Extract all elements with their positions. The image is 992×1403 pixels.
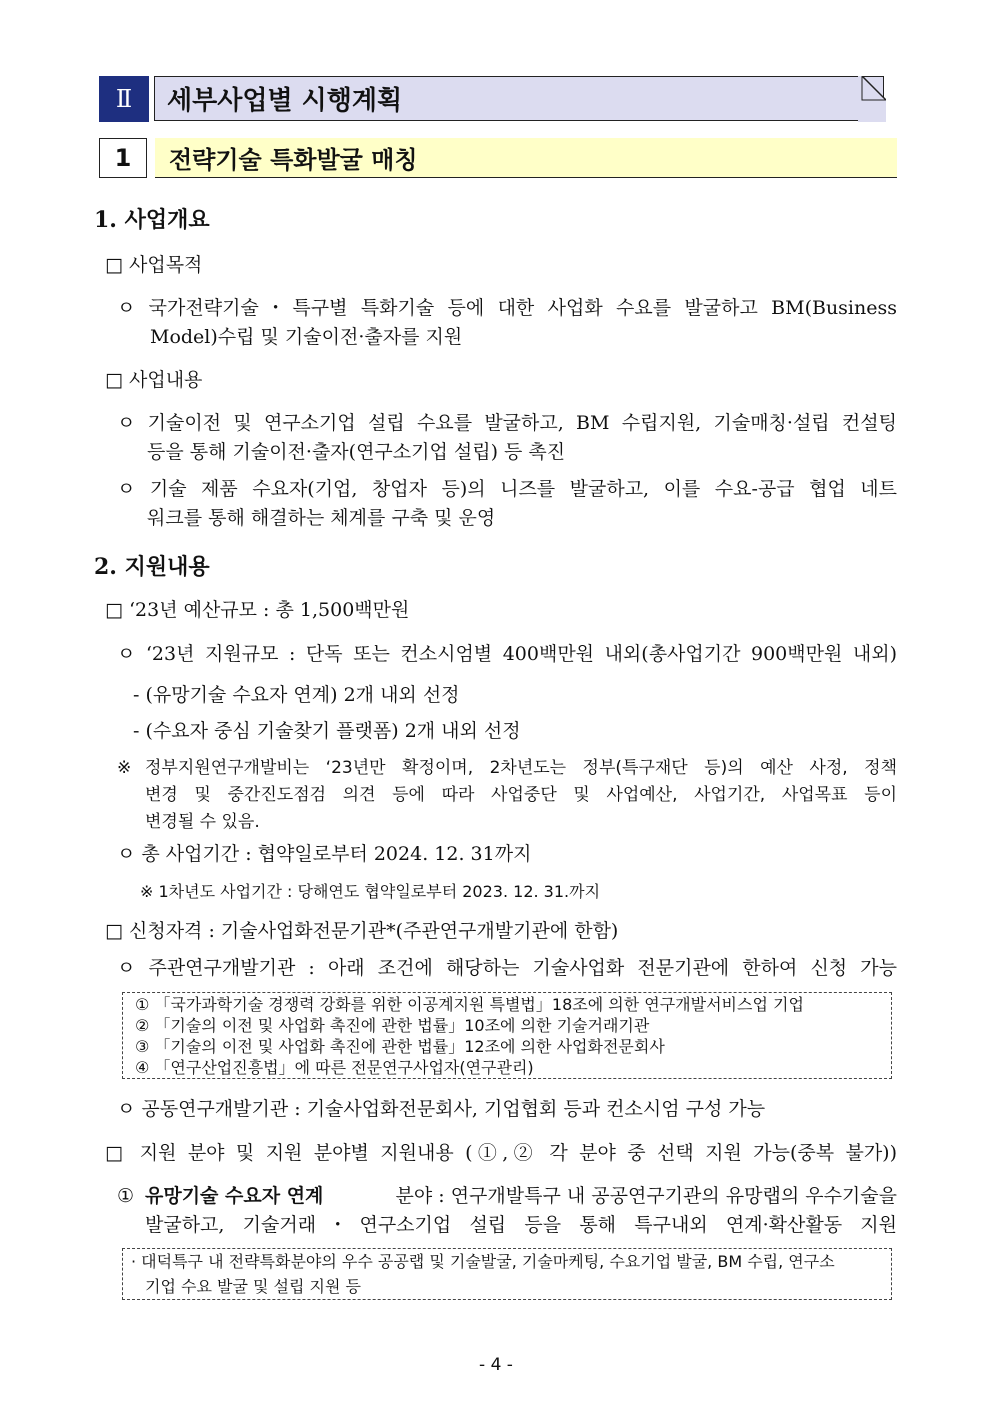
condition-item-3: ③ 「기술의 이전 및 사업화 촉진에 관한 법률」12조에 의한 사업화전문회사 [135,1037,665,1056]
field1-line1 [145,1182,897,1211]
field1-detail-box [122,1248,892,1300]
note-line1: 정부지원연구개발비는 ‘23년만 확정이며, 2차년도는 정부(특구재단 등)의 예산 사정, 정책 [145,758,897,778]
field1-number: ① [117,1185,135,1207]
budget-text: □ ‘23년 예산규모 : 총 1,500백만원 [105,599,410,621]
purpose-label: □ 사업목적 [105,254,203,276]
joint-institution-text: ㅇ 공동연구개발기관 : 기술사업화전문회사, 기업협회 등과 컨소시엄 구성 가능 [117,1098,766,1120]
overview-heading: 1. 사업개요 [94,207,210,233]
main-institution-text: ㅇ 주관연구개발기관 : 아래 조건에 해당하는 기술사업화 전문기관에 한하여 신청 가능 [117,957,897,979]
content-item1-line2: 등을 통해 기술이전·출자(연구소기업 설립) 등 촉진 [147,441,566,463]
condition-item-4: ④ 「연구산업진흥법」에 따른 전문연구사업자(연구관리) [135,1058,534,1077]
eligibility-text: □ 신청자격 : 기술사업화전문기관*(주관연구개발기관에 한함) [105,920,619,942]
purpose-text-line1: ㅇ 국가전략기술・특구별 특화기술 등에 대한 사업화 수요를 발굴하고 BM(Business [117,297,897,319]
period-note: ※ 1차년도 사업기간 : 당해연도 협약일로부터 2023. 12. 31.까지 [140,882,601,901]
note-mark: ※ [117,758,132,778]
content-item1-line1: ㅇ 기술이전 및 연구소기업 설립 수요를 발굴하고, BM 수립지원, 기술매칭·설립 컨설팅 [117,412,897,434]
folded-corner-icon [858,76,886,122]
subsection-number: 1 [99,138,147,178]
note-line2: 변경 및 중간진도점검 의견 등에 따라 사업중단 및 사업예산, 사업기간, 사업목표 등이 [145,785,897,805]
conditions-box [122,992,892,1079]
field1-title: 유망기술 수요자 연계 [145,1185,324,1207]
scale-dash-1: - (유망기술 수요자 연계) 2개 내외 선정 [133,684,460,706]
section-title: 세부사업별 시행계획 [154,76,884,121]
content-item2-line2: 워크를 통해 해결하는 체계를 구축 및 운영 [147,507,496,529]
section-numeral: Ⅱ [99,76,149,122]
support-heading: 2. 지원내용 [94,554,210,580]
content-label: □ 사업내용 [105,369,203,391]
scale-dash-2: - (수요자 중심 기술찾기 플랫폼) 2개 내외 선정 [133,720,521,742]
scale-text: ㅇ ‘23년 지원규모 : 단독 또는 컨소시엄별 400백만원 내외(총사업기간 900백만원 내외) [117,643,897,665]
condition-item-2: ② 「기술의 이전 및 사업화 촉진에 관한 법률」10조에 의한 기술거래기관 [135,1016,650,1035]
field1-desc-1: 분야 : 연구개발특구 내 공공연구기관의 유망랩의 우수기술을 [395,1185,897,1207]
content-item2-line1: ㅇ 기술 제품 수요자(기업, 창업자 등)의 니즈를 발굴하고, 이를 수요-공급 협업 네트 [117,478,897,500]
purpose-text-line2: Model)수립 및 기술이전·출자를 지원 [150,326,463,348]
field1-detail-line1: · 대덕특구 내 전략특화분야의 우수 공공랩 및 기술발굴, 기술마케팅, 수요기업 발굴, BM 수립, 연구소 [131,1252,835,1271]
period-text: ㅇ 총 사업기간 : 협약일로부터 2024. 12. 31까지 [117,843,532,865]
field-label: □ 지원 분야 및 지원 분야별 지원내용 (①,② 각 분야 중 선택 지원 가능(중복 불가)) [105,1142,897,1164]
field1-line2: 발굴하고, 기술거래・연구소기업 설립 등을 통해 특구내외 연계·확산활동 지원 [145,1214,897,1236]
subsection-title: 전략기술 특화발굴 매칭 [155,138,897,178]
page-number: - 4 - [479,1355,513,1375]
condition-item-1: ① 「국가과학기술 경쟁력 강화를 위한 이공계지원 특별법」18조에 의한 연구개발서비스업 기업 [135,995,804,1014]
field1-detail-line2: 기업 수요 발굴 및 설립 지원 등 [145,1277,361,1296]
note-line3: 변경될 수 있음. [145,812,260,832]
